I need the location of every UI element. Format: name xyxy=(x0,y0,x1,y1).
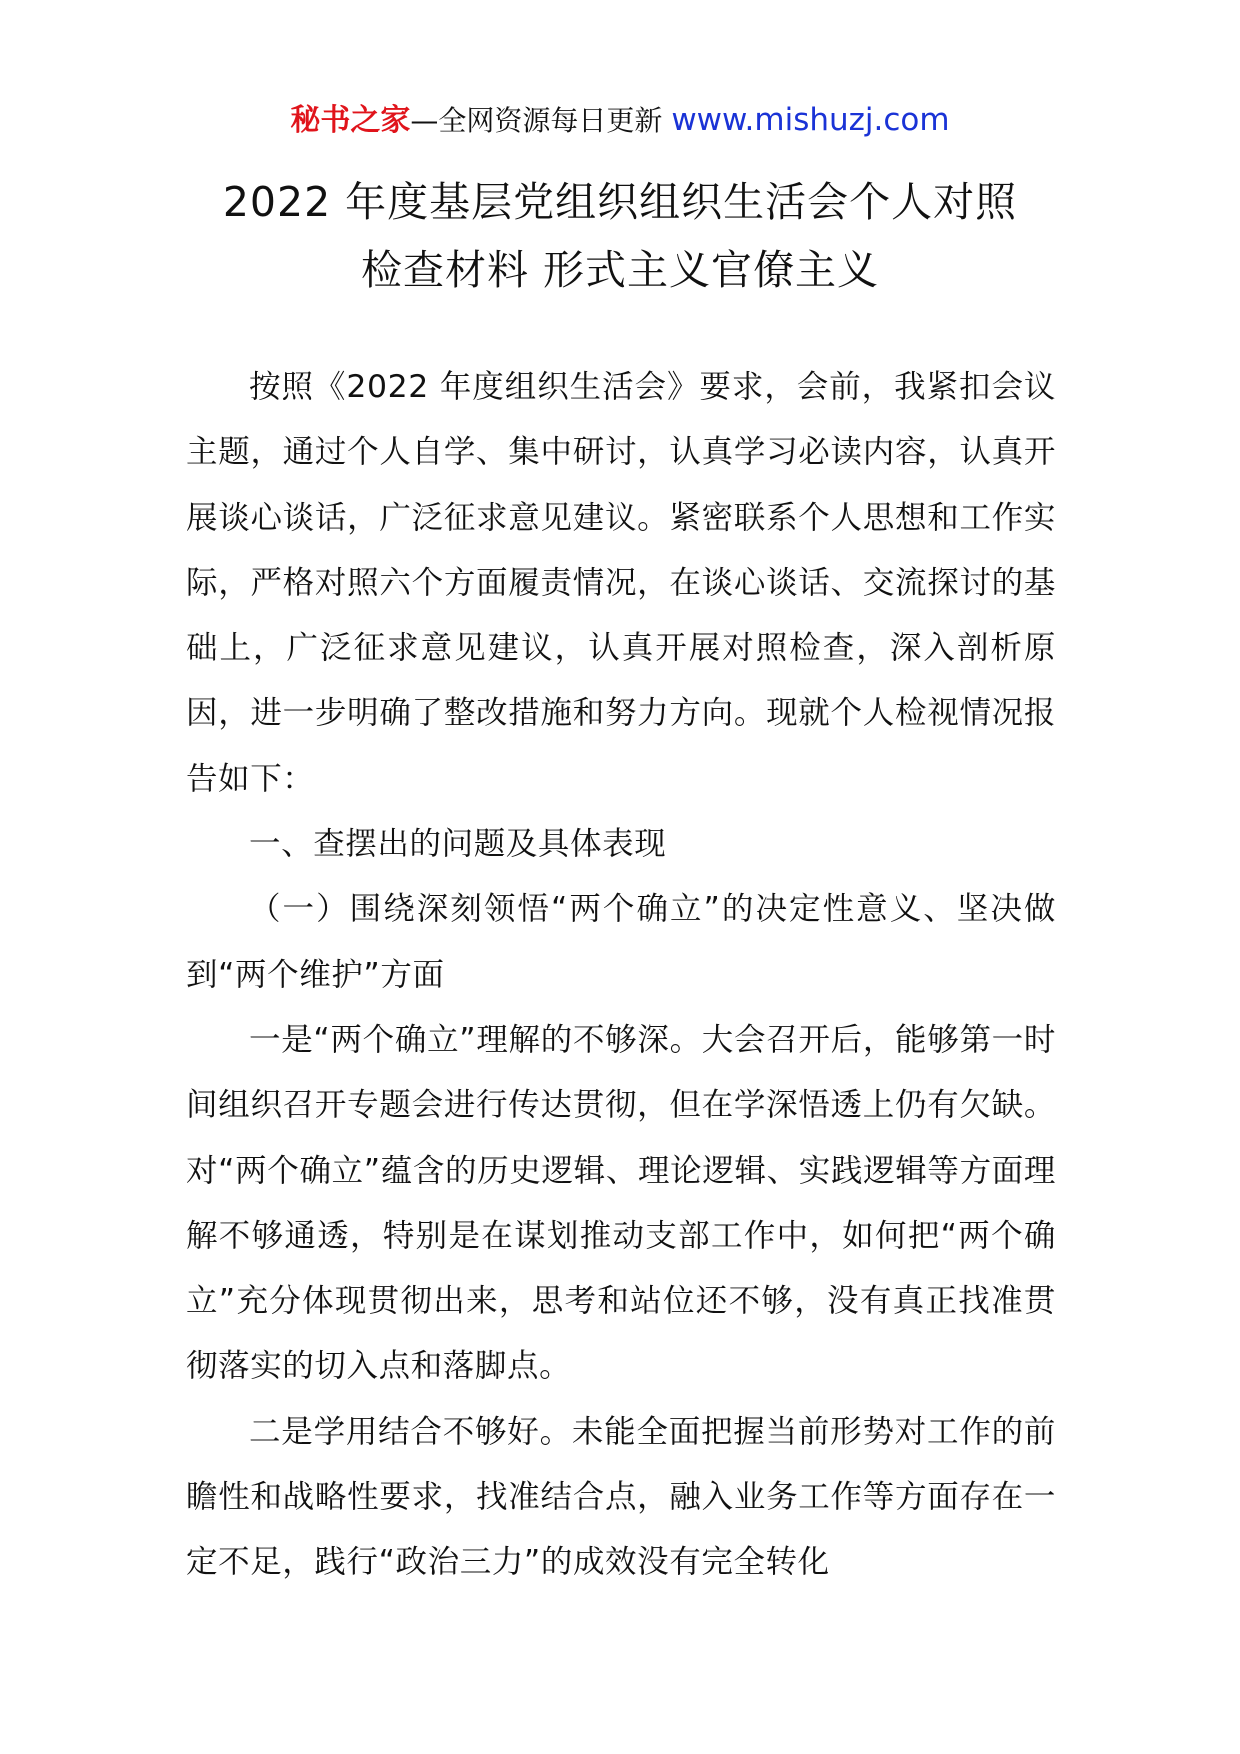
site-brand: 秘书之家 xyxy=(290,103,411,138)
document-title-line-2: 检查材料 形式主义官僚主义 xyxy=(360,246,880,294)
document-body xyxy=(186,355,1056,1596)
body-paragraph: 一是“两个确立”理解的不够深。大会召开后，能够第一时间组织召开专题会进行传达贯彻，但在学深悟透上仍有欠缺。对“两个确立”蕴含的历史逻辑、理论逻辑、实践逻辑等方面理解不够通透，特别是在谋划推动支部工作中，如何把“两个确立”充分体现贯彻出来，思考和站位还不够，没有真正找准贯彻落实的切入点和落脚点。 xyxy=(186,1021,1056,1385)
intro-paragraph: 按照《2022 年度组织生活会》要求，会前，我紧扣会议主题，通过个人自学、集中研讨，认真学习必读内容，认真开展谈心谈话，广泛征求意见建议。紧密联系个人思想和工作实际，严格对照六个方面履责情况，在谈心谈话、交流探讨的基础上，广泛征求意见建议，认真开展对照检查，深入剖析原因，进一步明确了整改措施和努力方向。现就个人检视情况报告如下： xyxy=(186,369,1056,797)
document-title xyxy=(150,168,1090,304)
site-banner xyxy=(0,100,1240,141)
section-heading: 一、查摆出的问题及具体表现 xyxy=(249,826,667,863)
site-tagline: —全网资源每日更新 xyxy=(410,104,663,137)
document-title-line-1: 2022 年度基层党组织组织生活会个人对照 xyxy=(222,178,1018,226)
site-url-link[interactable]: www.mishuzj.com xyxy=(671,102,950,138)
subsection-heading: （一）围绕深刻领悟“两个确立”的决定性意义、坚决做到“两个维护”方面 xyxy=(186,891,1056,993)
body-paragraph: 二是学用结合不够好。未能全面把握当前形势对工作的前瞻性和战略性要求，找准结合点，融入业务工作等方面存在一定不足，践行“政治三力”的成效没有完全转化 xyxy=(186,1413,1056,1581)
